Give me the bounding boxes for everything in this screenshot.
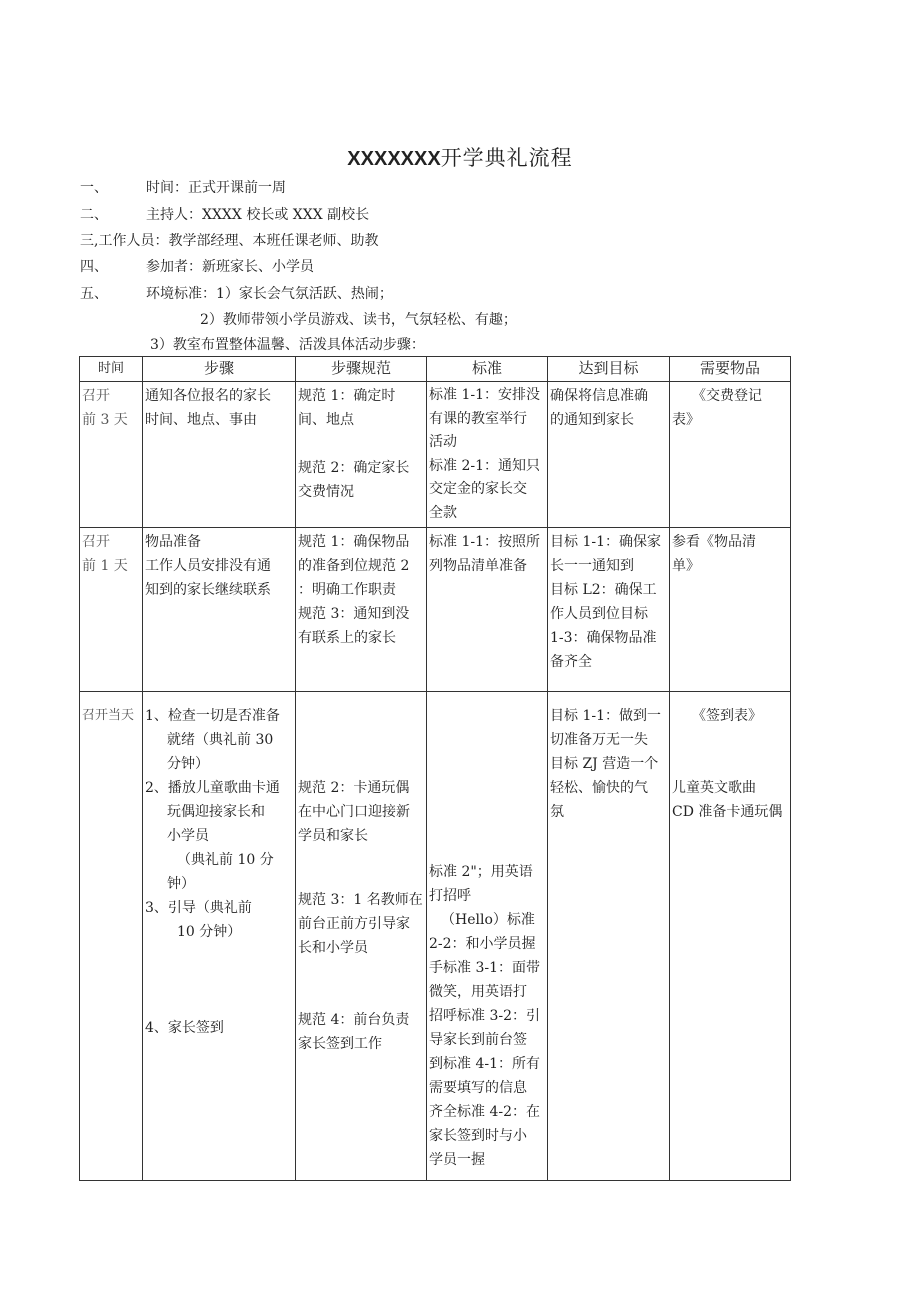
cell-line: 3、引导（典礼前 bbox=[145, 900, 252, 916]
env-line-3: 3）教室布置整体温馨、活泼具体活动步骤： bbox=[150, 337, 425, 353]
cell-line: 10 分钟） bbox=[177, 924, 242, 940]
intro-num-4: 四、 bbox=[80, 259, 108, 275]
cell-line: 规范 2：卡通玩偶 bbox=[298, 780, 410, 796]
row1-step bbox=[143, 382, 296, 528]
header-standard: 标准 bbox=[427, 357, 548, 382]
table-header-row bbox=[80, 357, 791, 382]
cell-line: 长和小学员 bbox=[298, 940, 368, 956]
cell-line: 目标 L2：确保工 bbox=[550, 582, 657, 598]
cell-line: 目标 1-1：做到一 bbox=[550, 708, 661, 724]
cell-line: ：明确工作职责 bbox=[298, 582, 396, 598]
cell-line: 知到的家长继续联系 bbox=[145, 582, 271, 598]
cell-line: 的准备到位规范 2 bbox=[298, 558, 410, 574]
cell-line: 氛 bbox=[550, 804, 564, 820]
cell-line: 召开 bbox=[82, 388, 110, 404]
row3-goal bbox=[548, 692, 670, 1181]
cell-line: 儿童英文歌曲 bbox=[672, 780, 756, 796]
title-code: XXXXXXX bbox=[347, 148, 441, 170]
cell-line: 工作人员安排没有通 bbox=[145, 558, 271, 574]
cell-line: 的通知到家长 bbox=[550, 412, 634, 428]
cell-line: 在中心门口迎接新 bbox=[298, 804, 410, 820]
row2-goal bbox=[548, 528, 670, 692]
cell-line: 标准 2-1：通知只 bbox=[429, 457, 540, 474]
row1-norm bbox=[296, 382, 427, 528]
cell-line: CD 准备卡通玩偶 bbox=[672, 804, 783, 820]
row3-standard bbox=[427, 692, 548, 1181]
cell-line: 规范 3：通知到没 bbox=[298, 606, 410, 622]
row2-norm bbox=[296, 528, 427, 692]
cell-line: 家长签到工作 bbox=[298, 1036, 382, 1052]
cell-line: 4、家长签到 bbox=[145, 1020, 224, 1036]
header-step: 步骤 bbox=[143, 357, 296, 382]
cell-line: 物品准备 bbox=[145, 534, 201, 550]
table-row bbox=[80, 382, 791, 528]
cell-line: 到标准 4-1：所有 bbox=[429, 1056, 540, 1072]
cell-line: 轻松、愉快的气 bbox=[550, 780, 648, 796]
cell-line: 齐全标准 4-2：在 bbox=[429, 1104, 540, 1120]
header-goal: 达到目标 bbox=[548, 357, 670, 382]
cell-line: 标准 2"；用英语 bbox=[429, 864, 533, 880]
intro-line-3 bbox=[80, 232, 378, 250]
cell-line: 导家长到前台签 bbox=[429, 1032, 527, 1048]
cell-line: 规范 2：确定家长 bbox=[298, 460, 410, 476]
cell-line: 分钟） bbox=[167, 756, 209, 772]
row1-standard bbox=[427, 382, 548, 528]
cell-line: 标准 1-1：安排没 bbox=[429, 387, 540, 403]
row2-time bbox=[80, 528, 143, 692]
row2-step bbox=[143, 528, 296, 692]
table-row bbox=[80, 528, 791, 692]
intro-text-4: 参加者：新班家长、小学员 bbox=[146, 259, 314, 275]
cell-line: 规范 1：确定时 bbox=[298, 388, 396, 404]
cell-line: 交定金的家长交 bbox=[429, 481, 527, 497]
schedule-table bbox=[79, 356, 791, 1181]
title-text: 开学典礼流程 bbox=[440, 146, 573, 170]
cell-line: 表》 bbox=[672, 412, 700, 428]
intro-text-3: 三,工作人员：教学部经理、本班任课老师、助教 bbox=[80, 233, 379, 249]
row3-norm bbox=[296, 692, 427, 1181]
header-norm: 步骤规范 bbox=[296, 357, 427, 382]
page-title bbox=[0, 142, 920, 172]
cell-line: 小学员 bbox=[167, 828, 209, 844]
cell-line: 2、播放儿童歌曲卡通 bbox=[145, 780, 280, 796]
cell-line: （典礼前 10 分 bbox=[177, 852, 274, 868]
row3-step bbox=[143, 692, 296, 1181]
table-row bbox=[80, 692, 791, 1181]
row2-items bbox=[670, 528, 791, 692]
cell-line: 家长签到时与小 bbox=[429, 1128, 527, 1144]
cell-line: 1、检查一切是否准备 bbox=[145, 708, 280, 724]
cell-line: 招呼标准 3-2：引 bbox=[429, 1008, 540, 1024]
cell-line: 长一一通知到 bbox=[550, 558, 634, 574]
cell-line: 时间、地点、事由 bbox=[145, 412, 257, 428]
cell-line: 学员一握 bbox=[429, 1152, 485, 1168]
row3-time bbox=[80, 692, 143, 1181]
intro-num-2: 二、 bbox=[80, 207, 108, 223]
cell-line: 微笑，用英语打 bbox=[429, 984, 527, 1000]
cell-line: 单》 bbox=[672, 558, 700, 574]
cell-line: 规范 3：1 名教师在 bbox=[298, 892, 423, 908]
cell-line: 规范 1：确保物品 bbox=[298, 534, 410, 550]
cell-line: 列物品清单准备 bbox=[429, 558, 527, 574]
cell-line: 目标 ZJ 营造一个 bbox=[550, 756, 659, 772]
row2-standard bbox=[427, 528, 548, 692]
intro-line-5 bbox=[80, 285, 393, 303]
intro-text-1: 时间：正式开课前一周 bbox=[146, 180, 286, 196]
cell-line: 召开当天 bbox=[82, 708, 135, 723]
intro-line-4 bbox=[80, 258, 314, 276]
cell-line: 目标 1-1：确保家 bbox=[550, 534, 661, 550]
intro-text-2: 主持人：XXXX 校长或 XXX 副校长 bbox=[146, 207, 370, 223]
cell-line: 规范 4：前台负责 bbox=[298, 1012, 410, 1028]
cell-line: 就绪（典礼前 30 bbox=[167, 732, 274, 748]
row1-goal bbox=[548, 382, 670, 528]
header-items: 需要物品 bbox=[670, 357, 791, 382]
cell-line: 有课的教室举行 bbox=[429, 410, 527, 427]
cell-line: 《签到表》 bbox=[692, 708, 762, 724]
row3-items bbox=[670, 692, 791, 1181]
intro-line-2 bbox=[80, 206, 370, 224]
cell-line: 通知各位报名的家长 bbox=[145, 388, 271, 404]
cell-line: 前台正前方引导家 bbox=[298, 916, 410, 932]
header-time: 时间 bbox=[80, 357, 143, 382]
cell-line: 有联系上的家长 bbox=[298, 630, 396, 646]
cell-line: 确保将信息准确 bbox=[550, 388, 648, 404]
cell-line: 交费情况 bbox=[298, 484, 354, 500]
cell-line: 全款 bbox=[429, 504, 457, 521]
cell-line: 学员和家长 bbox=[298, 828, 368, 844]
cell-line: 标准 1-1：按照所 bbox=[429, 534, 540, 550]
cell-line: 参看《物品清 bbox=[672, 534, 756, 550]
cell-line: 2-2：和小学员握 bbox=[429, 936, 536, 952]
intro-text-5: 环境标准：1）家长会气氛活跃、热闹； bbox=[146, 286, 393, 302]
cell-line: 需要填写的信息 bbox=[429, 1080, 527, 1096]
cell-line: 前 3 天 bbox=[82, 412, 128, 428]
row1-items bbox=[670, 382, 791, 528]
cell-line: 1-3：确保物品准 bbox=[550, 630, 657, 646]
cell-line: 间、地点 bbox=[298, 412, 354, 428]
cell-line: 召开 bbox=[82, 534, 110, 550]
cell-line: 作人员到位目标 bbox=[550, 606, 648, 622]
intro-num-5: 五、 bbox=[80, 286, 108, 302]
cell-line: 前 1 天 bbox=[82, 558, 128, 574]
intro-num-1: 一、 bbox=[80, 180, 108, 196]
cell-line: 《交费登记 bbox=[692, 388, 762, 404]
row1-time bbox=[80, 382, 143, 528]
env-line-2: 2）教师带领小学员游戏、读书，气氛轻松、有趣； bbox=[200, 312, 517, 328]
cell-line: 切准备万无一失 bbox=[550, 732, 648, 748]
cell-line: 活动 bbox=[429, 434, 457, 450]
cell-line: 手标准 3-1：面带 bbox=[429, 960, 540, 976]
cell-line: 钟） bbox=[167, 876, 195, 892]
intro-line-1 bbox=[80, 179, 286, 197]
cell-line: 打招呼 bbox=[429, 888, 471, 904]
cell-line: 玩偶迎接家长和 bbox=[167, 804, 265, 820]
cell-line: 备齐全 bbox=[550, 654, 592, 670]
cell-line: （Hello）标准 bbox=[441, 912, 535, 928]
